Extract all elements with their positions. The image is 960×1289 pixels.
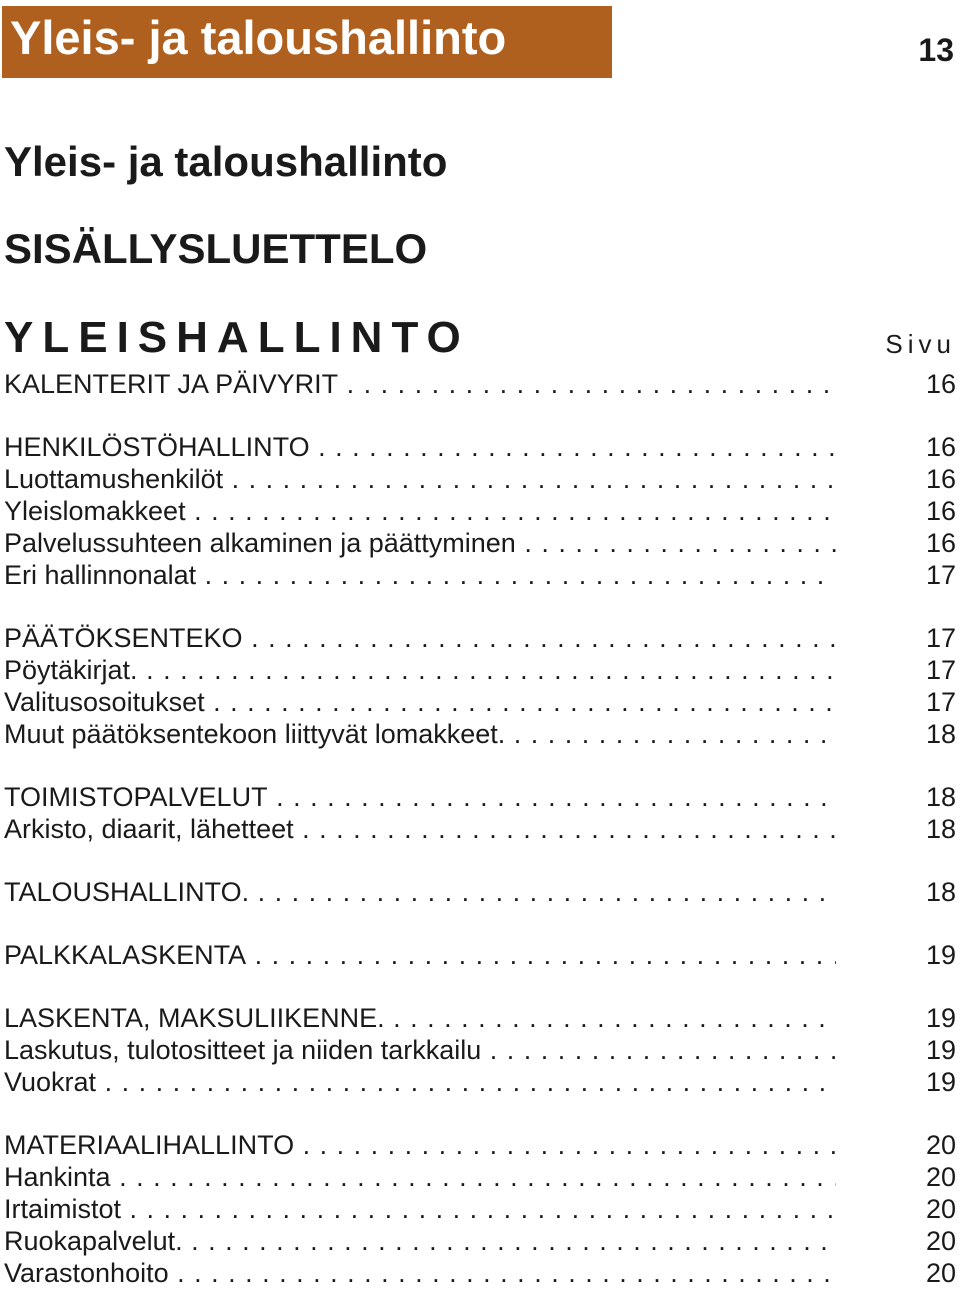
toc-entry-title: Vuokrat . . . [4,1066,836,1098]
toc-entry[interactable] [4,559,956,591]
toc-entry[interactable] [4,654,956,686]
toc-entry[interactable] [4,1034,956,1066]
toc-entry[interactable] [4,813,956,845]
toc-entry[interactable] [4,431,956,463]
toc-entry[interactable] [4,1161,956,1193]
toc-entry-page: 19 [925,1003,956,1033]
toc-entry[interactable] [4,1257,956,1289]
toc-entry-page: 20 [925,1162,956,1192]
toc-entry-title: PÄÄTÖKSENTEKO . . . [4,622,836,654]
toc-entry-title: Yleislomakkeet . . . [4,495,836,527]
toc-entry-page: 19 [925,1035,956,1065]
toc-entry[interactable] [4,718,956,750]
toc-entry-title: Palvelussuhteen alkaminen ja päättyminen . . . [4,527,836,559]
toc-entry[interactable] [4,686,956,718]
toc-entry-page: 18 [925,814,956,844]
toc-entry-page: 16 [925,528,956,558]
toc-entry-page: 16 [925,432,956,462]
toc-entry-title: Muut päätöksentekoon liittyvät lomakkeet. . . . [4,718,836,750]
part-title: YLEISHALLINTO [4,313,470,362]
toc-entry[interactable] [4,463,956,495]
toc-entry[interactable] [4,622,956,654]
toc-entry-title: LASKENTA, MAKSULIIKENNE. . . . [4,1002,836,1034]
toc-entry-page: 20 [925,1258,956,1288]
toc-entry-title: Laskutus, tulotositteet ja niiden tarkkailu . . . [4,1034,836,1066]
toc-entry-title: Hankinta . . . [4,1161,836,1193]
toc-entry-page: 18 [925,719,956,749]
toc-entry-title: MATERIAALIHALLINTO . . . [4,1129,836,1161]
toc-entry-title: Ruokapalvelut. . . . [4,1225,836,1257]
toc-entry-page: 17 [925,623,956,653]
page-number: 13 [918,32,954,68]
section-title: Yleis- ja taloushallinto [4,138,448,185]
toc-entry-page: 20 [925,1130,956,1160]
toc-entry-title: HENKILÖSTÖHALLINTO . . . [4,431,836,463]
toc-entry-title: KALENTERIT JA PÄIVYRIT . . . [4,368,836,400]
chapter-banner [2,6,612,78]
toc-entry-title: Irtaimistot . . . [4,1193,836,1225]
toc-entry-title: Varastonhoito . . . [4,1257,836,1289]
toc-entry-title: TALOUSHALLINTO. . . . [4,876,836,908]
toc-entry-page: 16 [925,496,956,526]
toc-entry-page: 20 [925,1194,956,1224]
toc-entry[interactable] [4,781,956,813]
toc-entry[interactable] [4,1225,956,1257]
toc-entry-title: Pöytäkirjat. . . . [4,654,836,686]
toc-entry[interactable] [4,1066,956,1098]
toc-entry[interactable] [4,527,956,559]
toc-entry-page: 17 [925,655,956,685]
toc-entry[interactable] [4,368,956,400]
toc-entry[interactable] [4,1193,956,1225]
toc-entry-page: 18 [925,782,956,812]
toc-entry-page: 19 [925,940,956,970]
toc-entry-title: Eri hallinnonalat . . . [4,559,836,591]
toc-entry-page: 16 [925,369,956,399]
toc-entry-page: 17 [925,560,956,590]
toc-entry-title: PALKKALASKENTA . . . [4,939,836,971]
table-of-contents [4,368,956,1289]
toc-entry-title: TOIMISTOPALVELUT . . . [4,781,836,813]
toc-entry[interactable] [4,1002,956,1034]
toc-entry[interactable] [4,876,956,908]
toc-entry[interactable] [4,1129,956,1161]
toc-entry-page: 17 [925,687,956,717]
toc-entry[interactable] [4,495,956,527]
page-column-label: Sivu [885,329,956,359]
toc-entry[interactable] [4,939,956,971]
toc-entry-page: 16 [925,464,956,494]
toc-entry-page: 18 [925,877,956,907]
toc-title: SISÄLLYSLUETTELO [4,225,428,272]
toc-entry-page: 20 [925,1226,956,1256]
toc-entry-title: Luottamushenkilöt . . . [4,463,836,495]
toc-entry-page: 19 [925,1067,956,1097]
chapter-banner-title: Yleis- ja taloushallinto [10,11,507,64]
toc-entry-title: Arkisto, diaarit, lähetteet . . . [4,813,836,845]
toc-entry-title: Valitusosoitukset . . . [4,686,836,718]
